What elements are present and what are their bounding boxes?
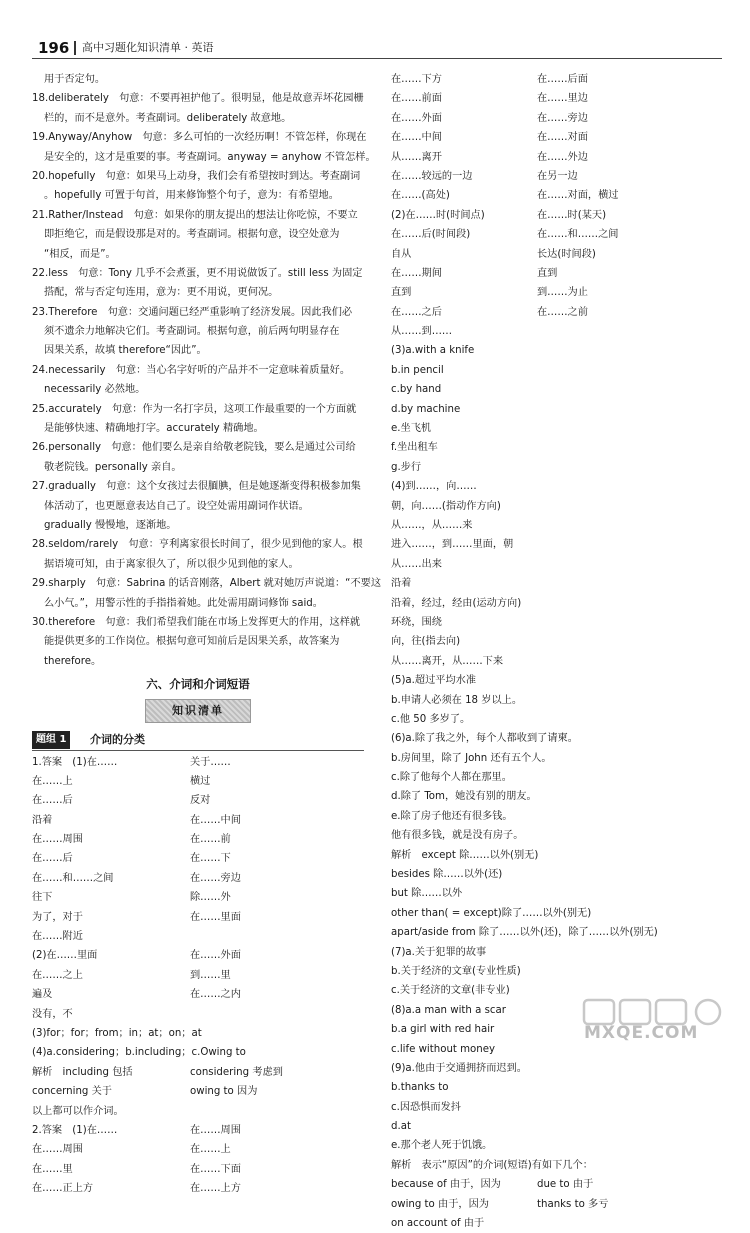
text-line: (4)到……，向…… (391, 481, 477, 493)
text-line: 么小气。”，用警示性的手指指着她。此处需用副词修饰 said。 (44, 597, 323, 609)
page-header (32, 36, 722, 62)
text-line: 解析 except 除……以外(别无) (391, 849, 539, 861)
pair-left: 在……(高处) (391, 190, 450, 202)
pair-row (32, 1121, 364, 1140)
pair-right: 在……下面 (190, 1163, 241, 1175)
page-number: 196 (38, 39, 70, 57)
pair-left: 往下 (32, 892, 53, 904)
book-title: 高中习题化知识清单 · 英语 (82, 41, 214, 54)
pair-left: 在……之后 (391, 306, 442, 318)
pair-left: 在……期间 (391, 267, 442, 279)
pair-row (32, 927, 364, 946)
pair-row (391, 206, 721, 225)
text-line: e.那个老人死于饥饿。 (391, 1140, 493, 1152)
text-line: 26.personally 句意：他们要么是亲自给敬老院钱，要么是通过公司给 (32, 442, 356, 454)
text-line: 24.necessarily 句意：当心名字好听的产品并不一定意味着质量好。 (32, 364, 351, 376)
pair-row (391, 148, 721, 167)
text-line: 30.therefore 句意：我们希望我们能在市场上发挥更大的作用，这样就 (32, 616, 361, 628)
pair-row (32, 791, 364, 810)
text-line: 28.seldom/rarely 句意：亨利离家很长时间了，很少见到他的家人。根 (32, 539, 363, 551)
pair-row (32, 772, 364, 791)
group-rule (32, 750, 364, 751)
pair-right: 在……之内 (190, 989, 241, 1001)
header-divider (74, 41, 76, 55)
text-line: d.除了 Tom，她没有别的朋友。 (391, 791, 537, 803)
text-line: d.at (391, 1121, 411, 1133)
group-tag: 题组 1 (32, 731, 70, 749)
pair-row (32, 849, 364, 868)
text-line: b.thanks to (391, 1082, 449, 1094)
group-title: 介词的分类 (90, 732, 145, 746)
text-line: 即拒绝它，而是假设那是对的。考查副词。根据句意，设空处意为 (44, 229, 340, 241)
pair-row (391, 89, 721, 108)
pair-left: 在……附近 (32, 931, 83, 943)
pair-left: because of 由于，因为 (391, 1179, 501, 1191)
text-line: 25.accurately 句意：作为一名打字员，这项工作最重要的一个方面就 (32, 403, 357, 415)
text-line: g.步行 (391, 461, 422, 473)
q2-answers (32, 1121, 364, 1199)
pair-left: (2)在……时(时间点) (391, 209, 485, 221)
text-line: 从……离开，从……下来 (391, 655, 504, 667)
pair-left: (2)在……里面 (32, 950, 98, 962)
text-line: 18.deliberately 句意：不要再袒护他了。很明显，他是故意弄坏花园栅 (32, 93, 364, 105)
pair-left: 在……后 (32, 853, 73, 865)
pair-left: 在……里 (32, 1163, 73, 1175)
pair-row (32, 1102, 364, 1121)
right-pairs (391, 70, 721, 322)
q1-extra (32, 1024, 364, 1063)
pair-row (32, 811, 364, 830)
text-line: (8)a.a man with a scar (391, 1004, 506, 1016)
text-line: necessarily 必然地。 (44, 384, 146, 396)
pair-right: 长达(时间段) (537, 248, 596, 260)
pair-right: 关于…… (190, 756, 231, 768)
text-line: 27.gradually 句意：这个女孩过去很腼腆，但是她逐渐变得积极参加集 (32, 481, 361, 493)
pair-row (391, 283, 721, 302)
header-rule (32, 58, 722, 59)
text-line: b.申请人必须在 18 岁以上。 (391, 694, 523, 706)
pair-row (32, 966, 364, 985)
pair-right: 在……里边 (537, 93, 588, 105)
text-line: e.除了房子他还有很多钱。 (391, 810, 513, 822)
text-line: 沿着 (391, 578, 412, 590)
text-line: apart/aside from 除了……以外(还)，除了……以外(别无) (391, 927, 658, 939)
pair-right: 反对 (190, 795, 211, 807)
text-line: (5)a.超过平均水准 (391, 675, 477, 687)
pair-left: 没有，不 (32, 1008, 73, 1020)
pair-row (391, 264, 721, 283)
text-line: 从……出来 (391, 558, 442, 570)
pair-left: 在……中间 (391, 132, 442, 144)
group-heading (32, 729, 364, 751)
text-line: other than( = except)除了……以外(别无) (391, 907, 592, 919)
pair-row (32, 908, 364, 927)
text-line: 据语境可知，由于离家很久了，所以很少见到他的家人。 (44, 558, 299, 570)
text-line: gradually 慢慢地，逐渐地。 (44, 519, 177, 531)
text-line: (4)a.considering；b.including；c.Owing to (32, 1047, 246, 1059)
pair-row (32, 830, 364, 849)
text-line: “相反，而是”。 (44, 248, 116, 260)
pair-right: 在……外面 (190, 950, 241, 962)
pair-right: 在……时(某天) (537, 209, 607, 221)
pair-left: 在……周围 (32, 1144, 83, 1156)
pair-right: 在……前 (190, 834, 231, 846)
pair-row (32, 753, 364, 772)
pair-left: 在……之上 (32, 969, 83, 981)
pair-right: 横过 (190, 775, 211, 787)
text-line: 21.Rather/Instead 句意：如果你的朋友提出的想法让你吃惊，不要立 (32, 209, 358, 221)
pair-right: 在……和……之间 (537, 229, 619, 241)
text-line: 是能够快速、精确地打字。accurately 精确地。 (44, 423, 264, 435)
pair-left: 遍及 (32, 989, 53, 1001)
pair-row (391, 186, 721, 205)
pair-right: 到……为止 (537, 287, 588, 299)
text-line: 19.Anyway/Anyhow 句意：多么可怕的一次经历啊！不管怎样，你现在 (32, 132, 367, 144)
text-line: 能提供更多的工作岗位。根据句意可知前后是因果关系，故答案为 (44, 636, 340, 648)
pair-row (32, 869, 364, 888)
pair-right: 在……上方 (190, 1183, 241, 1195)
pair-right: due to 由于 (537, 1179, 594, 1191)
section-title: 六、介词和介词短语 (146, 677, 250, 692)
text-line: c.life without money (391, 1043, 496, 1055)
text-line: 从……，从……来 (391, 519, 473, 531)
pair-right: 在……周围 (190, 1124, 241, 1136)
pair-right: considering 考虑到 (190, 1066, 283, 1078)
pair-row (391, 1214, 721, 1233)
text-line: 23.Therefore 句意：交通问题已经严重影响了经济发展。因此我们必 (32, 306, 353, 318)
pair-left: 在……外面 (391, 112, 442, 124)
pair-row (391, 303, 721, 322)
pair-left: 解析 including 包括 (32, 1066, 133, 1078)
text-line: 从……到…… (391, 326, 453, 338)
pair-right: 在……旁边 (190, 872, 241, 884)
pair-row (391, 1175, 721, 1194)
pair-row (32, 1005, 364, 1024)
text-line: c.by hand (391, 384, 442, 396)
q1-answers (32, 753, 364, 1024)
pair-row (391, 70, 721, 89)
left-column (32, 70, 382, 1199)
watermark-text: MXQE.COM (584, 1023, 699, 1043)
text-line: e.坐飞机 (391, 423, 432, 435)
text-line: (6)a.除了我之外，每个人都收到了请柬。 (391, 733, 578, 745)
pair-right: owing to 因为 (190, 1086, 258, 1098)
pair-right: 除……外 (190, 892, 231, 904)
answer-list (32, 70, 382, 671)
text-line: 他有很多钱，就是没有房子。 (391, 830, 524, 842)
pair-row (32, 1140, 364, 1159)
pair-left: 为了，对于 (32, 911, 83, 923)
pair-row (32, 1063, 364, 1082)
pair-left: 在……后(时间段) (391, 229, 471, 241)
text-line: 22.less 句意：Tony 几乎不会煮蛋，更不用说做饭了。still less 为固定 (32, 267, 363, 279)
pair-left: 自从 (391, 248, 412, 260)
pair-right: 在……旁边 (537, 112, 588, 124)
knowledge-banner: 知识清单 (145, 699, 251, 723)
text-line: 29.sharply 句意：Sabrina 的话音刚落，Albert 就对她厉声说道：“不要这 (32, 578, 382, 590)
text-line: 因果关系，故填 therefore“因此”。 (44, 345, 207, 357)
pair-right: 在……对面，横过 (537, 190, 619, 202)
pair-right: 在……中间 (190, 814, 241, 826)
pair-row (391, 109, 721, 128)
pair-right: 在……对面 (537, 132, 588, 144)
text-line: 敬老院钱。personally 亲自。 (44, 461, 182, 473)
pair-row (32, 1160, 364, 1179)
pair-left: 1.答案 (1)在…… (32, 756, 118, 768)
pair-right: 在另一边 (537, 170, 578, 182)
pair-left: 沿着 (32, 814, 53, 826)
text-line: (3)for；for；from；in；at；on；at (32, 1027, 202, 1039)
text-line: 进入……，到……里面，朝 (391, 539, 514, 551)
pair-row (391, 167, 721, 186)
pair-right: 在……下 (190, 853, 231, 865)
text-line: 解析 表示“原因”的介词(短语)有如下几个： (391, 1159, 593, 1171)
pair-left: 以上都可以作介词。 (32, 1105, 124, 1117)
pair-row (32, 888, 364, 907)
pair-right: 到……里 (190, 969, 231, 981)
pair-right: 在……里面 (190, 911, 241, 923)
text-line: c.关于经济的文章(非专业) (391, 985, 510, 997)
text-line: 体活动了，也更愿意表达自己了。设空处需用副词作状语。 (44, 500, 309, 512)
pair-left: 在……周围 (32, 834, 83, 846)
text-line: (7)a.关于犯罪的故事 (391, 946, 487, 958)
pair-left: 在……后 (32, 795, 73, 807)
right-tail-pairs (391, 1175, 721, 1233)
pair-left: owing to 由于，因为 (391, 1198, 489, 1210)
text-line: (9)a.他由于交通拥挤而迟到。 (391, 1062, 527, 1074)
text-line: 环绕，围绕 (391, 616, 442, 628)
text-line: (3)a.with a knife (391, 345, 475, 357)
pair-left: on account of 由于 (391, 1218, 485, 1230)
text-line: therefore。 (44, 655, 102, 667)
pair-left: concerning 关于 (32, 1086, 112, 1098)
text-line: c.因恐惧而发抖 (391, 1101, 461, 1113)
pair-right: 在……上 (190, 1144, 231, 1156)
pair-left: 在……和……之间 (32, 872, 114, 884)
text-line: b.a girl with red hair (391, 1024, 495, 1036)
pair-row (32, 946, 364, 965)
pair-row (32, 1179, 364, 1198)
pair-left: 在……前面 (391, 93, 442, 105)
pair-left: 从……离开 (391, 151, 442, 163)
pair-left: 在……上 (32, 775, 73, 787)
pair-right: 在……后面 (537, 74, 588, 85)
pair-right: 在……之前 (537, 306, 588, 318)
pair-row (391, 128, 721, 147)
text-line: f.坐出租车 (391, 442, 438, 454)
pair-row (32, 985, 364, 1004)
watermark-logo (582, 998, 732, 1050)
pair-row (32, 1082, 364, 1101)
text-line: 是安全的，这才是重要的事。考查副词。anyway = anyhow 不管怎样。 (44, 151, 376, 163)
pair-left: 在……正上方 (32, 1183, 94, 1195)
text-line: 向，往(指去向) (391, 636, 461, 648)
pair-right: 直到 (537, 267, 558, 279)
pair-left: 2.答案 (1)在…… (32, 1124, 118, 1136)
text-line: 沿着，经过，经由(运动方向) (391, 597, 522, 609)
right-column (391, 70, 721, 1233)
pair-row (391, 245, 721, 264)
pair-row (391, 1195, 721, 1214)
text-line: d.by machine (391, 403, 461, 415)
pair-right: thanks to 多亏 (537, 1198, 609, 1210)
text-line: b.关于经济的文章(专业性质) (391, 965, 521, 977)
text-line: b.in pencil (391, 364, 444, 376)
text-line: 用于否定句。 (44, 74, 106, 85)
text-line: b.房间里，除了 John 还有五个人。 (391, 752, 552, 764)
text-line: c.他 50 多岁了。 (391, 713, 471, 725)
text-line: c.除了他每个人都在那里。 (391, 772, 512, 784)
pair-right: 在……外边 (537, 151, 588, 163)
text-line: besides 除……以外(还) (391, 869, 503, 881)
q1-analysis (32, 1063, 364, 1121)
text-line: 朝，向……(指动作方向) (391, 500, 501, 512)
pair-left: 直到 (391, 287, 412, 299)
text-line: 栏的，而不是意外。考查副词。deliberately 故意地。 (44, 112, 292, 124)
text-line: 20.hopefully 句意：如果马上动身，我们会有希望按时到达。考查副词 (32, 170, 361, 182)
text-line: 。hopefully 可置于句首，用来修饰整个句子，意为：有希望地。 (44, 190, 339, 202)
text-line: but 除……以外 (391, 888, 463, 900)
pair-left: 在……下方 (391, 74, 442, 85)
text-line: 须不遗余力地解决它们。考查副词。根据句意，前后两句明显存在 (44, 326, 340, 338)
pair-row (391, 225, 721, 244)
text-line: 搭配，常与否定句连用，意为：更不用说，更何况。 (44, 287, 279, 299)
pair-left: 在……较远的一边 (391, 170, 473, 182)
